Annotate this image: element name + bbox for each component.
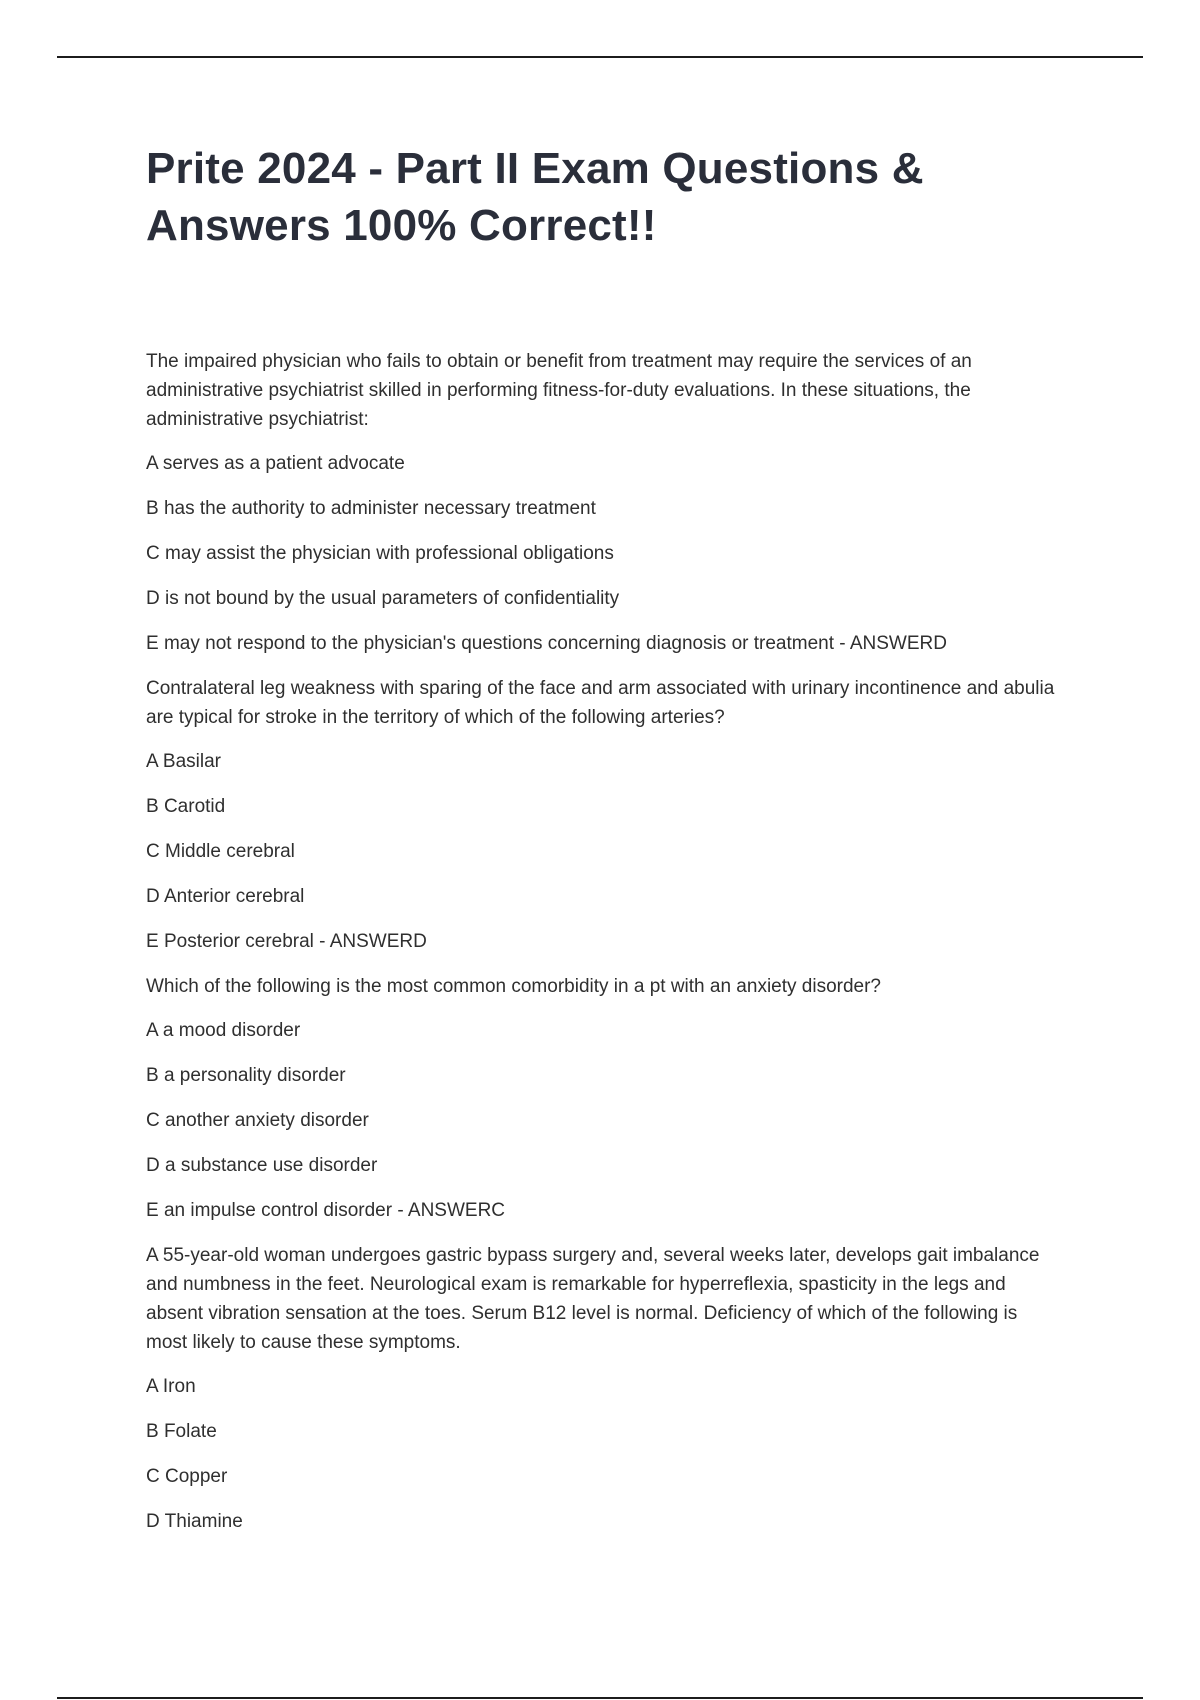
answer-option: D is not bound by the usual parameters of confidentiality xyxy=(146,588,620,609)
top-rule xyxy=(57,56,1143,58)
answer-option: B has the authority to administer necessary treatment xyxy=(146,498,596,519)
answer-option: B Carotid xyxy=(146,796,226,817)
question-stem: Which of the following is the most common comorbidity in a pt with an anxiety disorder? xyxy=(146,976,881,997)
question-1 xyxy=(146,347,1056,658)
document-body xyxy=(146,347,1056,1536)
answer-option: C Middle cerebral xyxy=(146,841,295,862)
answer-option: B Folate xyxy=(146,1421,217,1442)
answer-option: C another anxiety disorder xyxy=(146,1110,369,1131)
answer-option: A a mood disorder xyxy=(146,1020,301,1041)
answer-option: C Copper xyxy=(146,1466,228,1487)
question-stem: Contralateral leg weakness with sparing of the face and arm associated with urinary incontinence and abulia are typical for stroke in the territory of which of the following arteries? xyxy=(146,678,1055,728)
answer-option: A Iron xyxy=(146,1376,196,1397)
answer-option: D Anterior cerebral xyxy=(146,886,305,907)
question-stem: The impaired physician who fails to obtain or benefit from treatment may require the services of an administrative psychiatrist skilled in performing fitness-for-duty evaluations. In these situations, the administrative psychiatrist: xyxy=(146,351,972,430)
answer-option: E Posterior cerebral - ANSWERD xyxy=(146,931,427,952)
answer-option: A serves as a patient advocate xyxy=(146,453,405,474)
question-3 xyxy=(146,972,1056,1225)
answer-option: E may not respond to the physician's questions concerning diagnosis or treatment - ANSWERD xyxy=(146,633,947,654)
answer-option: E an impulse control disorder - ANSWERC xyxy=(146,1200,506,1221)
document-title: Prite 2024 - Part II Exam Questions & Answers 100% Correct!! xyxy=(146,144,924,250)
document-page xyxy=(146,140,1056,1552)
answer-option: D a substance use disorder xyxy=(146,1155,378,1176)
answer-option: A Basilar xyxy=(146,751,221,772)
question-4 xyxy=(146,1241,1056,1536)
answer-option: D Thiamine xyxy=(146,1511,243,1532)
question-2 xyxy=(146,674,1056,956)
answer-option: C may assist the physician with professional obligations xyxy=(146,543,614,564)
answer-option: B a personality disorder xyxy=(146,1065,346,1086)
bottom-rule xyxy=(57,1697,1143,1699)
question-stem: A 55-year-old woman undergoes gastric bypass surgery and, several weeks later, develops gait imbalance and numbness in the feet. Neurological exam is remarkable for hyperreflexia, spasticity in the legs and absent vibration sensation at the toes. Serum B12 level is normal. Deficiency of which of the following is most likely to cause these symptoms. xyxy=(146,1245,1040,1353)
